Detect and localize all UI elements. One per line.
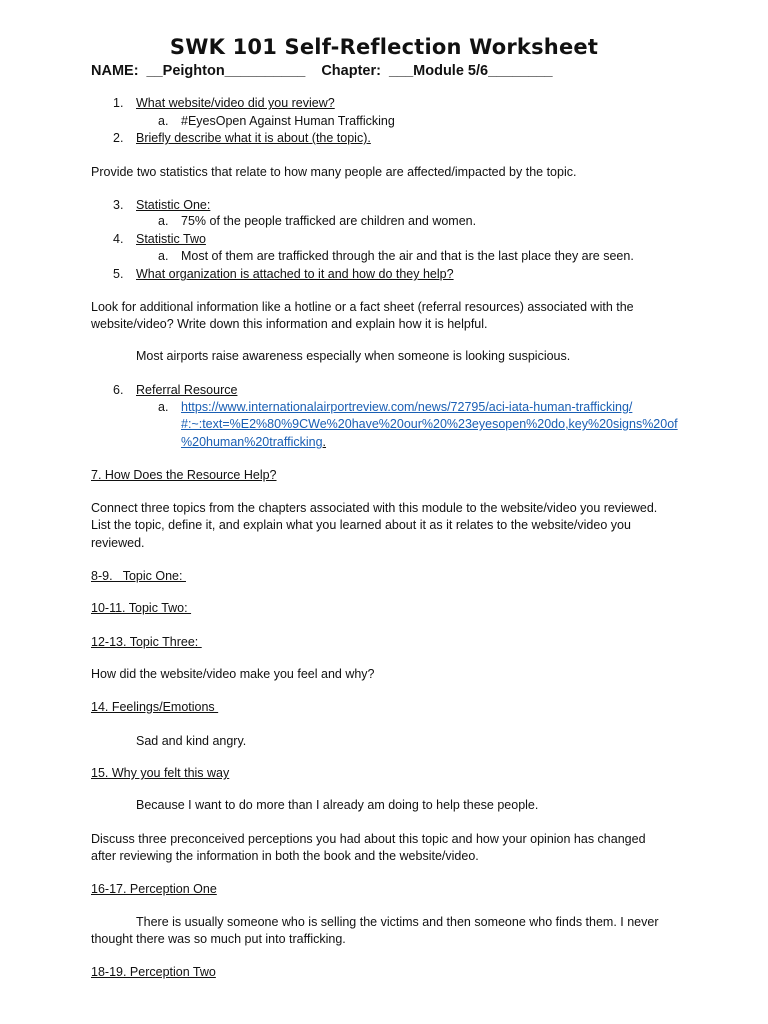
q14-answer: Sad and kind angry. xyxy=(136,734,247,748)
q1a-marker: a. xyxy=(158,114,169,128)
topic-one-heading: 8-9. Topic One: xyxy=(91,569,186,583)
connect-paragraph-line1: Connect three topics from the chapters associated with this module to the website/video you reviewed. xyxy=(91,501,658,515)
name-label: NAME: xyxy=(91,63,139,79)
feel-question: How did the website/video make you feel and why? xyxy=(91,667,375,681)
connect-paragraph-line3: reviewed. xyxy=(91,536,145,550)
stats-intro: Provide two statistics that relate to how many people are affected/impacted by the topic. xyxy=(91,165,577,179)
q4a-marker: a. xyxy=(158,249,169,263)
chapter-value: ___Module 5/6________ xyxy=(388,63,553,79)
q2-question: Briefly describe what it is about (the topic). xyxy=(136,131,371,145)
q14-heading: 14. Feelings/Emotions xyxy=(91,700,219,714)
q1-number: 1. xyxy=(113,96,124,110)
q4-number: 4. xyxy=(113,232,124,246)
q16-heading: 16-17. Perception One xyxy=(91,882,217,896)
q15-heading: 15. Why you felt this way xyxy=(91,766,230,780)
connect-paragraph-line2: List the topic, define it, and explain what you learned about it as it relates to the website/video you xyxy=(91,518,631,532)
q18-heading: 18-19. Perception Two xyxy=(91,965,216,979)
name-chapter-row xyxy=(91,63,553,79)
q16-answer-line2: thought there was so much put into trafficking. xyxy=(91,932,346,946)
q6-question: Referral Resource xyxy=(136,383,238,397)
referral-link-line2[interactable]: #:~:text=%E2%80%9CWe%20have%20our%20%23eyesopen%20do,key%20signs%20of xyxy=(181,417,678,431)
info-paragraph-line2: website/video? Write down this information and explain how it is helpful. xyxy=(91,317,488,331)
q3-question: Statistic One: xyxy=(136,198,211,212)
q4-answer: Most of them are trafficked through the air and that is the last place they are seen. xyxy=(181,249,634,263)
q15-answer: Because I want to do more than I already am doing to help these people. xyxy=(136,798,539,812)
perception-paragraph-line2: after reviewing the information in both the book and the website/video. xyxy=(91,849,479,863)
q6a-marker: a. xyxy=(158,400,169,414)
info-answer: Most airports raise awareness especially when someone is looking suspicious. xyxy=(136,349,571,363)
q16-answer-line1: There is usually someone who is selling the victims and then someone who finds them. I never xyxy=(136,915,659,929)
q3-number: 3. xyxy=(113,198,124,212)
q1-question: What website/video did you review? xyxy=(136,96,335,110)
q5-number: 5. xyxy=(113,267,124,281)
info-paragraph-line1: Look for additional information like a hotline or a fact sheet (referral resources) associated with the xyxy=(91,300,634,314)
q4-question: Statistic Two xyxy=(136,232,206,246)
q5-question: What organization is attached to it and how do they help? xyxy=(136,267,454,281)
topic-two-heading: 10-11. Topic Two: xyxy=(91,601,192,615)
q3-answer: 75% of the people trafficked are children and women. xyxy=(181,214,477,228)
chapter-label: Chapter: xyxy=(321,63,381,79)
worksheet-title: SWK 101 Self-Reflection Worksheet xyxy=(169,35,599,59)
referral-link-line3[interactable]: %20human%20trafficking xyxy=(181,435,323,449)
topic-three-heading: 12-13. Topic Three: xyxy=(91,635,202,649)
perception-paragraph-line1: Discuss three preconceived perceptions you had about this topic and how your opinion has changed xyxy=(91,832,646,846)
q1-answer: #EyesOpen Against Human Trafficking xyxy=(181,114,395,128)
referral-link-tail: . xyxy=(322,435,327,449)
q2-number: 2. xyxy=(113,131,124,145)
q7-question: 7. How Does the Resource Help? xyxy=(91,468,277,482)
q3a-marker: a. xyxy=(158,214,169,228)
referral-link-line1[interactable]: https://www.internationalairportreview.com/news/72795/aci-iata-human-trafficking/ xyxy=(181,400,633,414)
name-value: __Peighton__________ xyxy=(146,63,306,79)
q6-number: 6. xyxy=(113,383,124,397)
